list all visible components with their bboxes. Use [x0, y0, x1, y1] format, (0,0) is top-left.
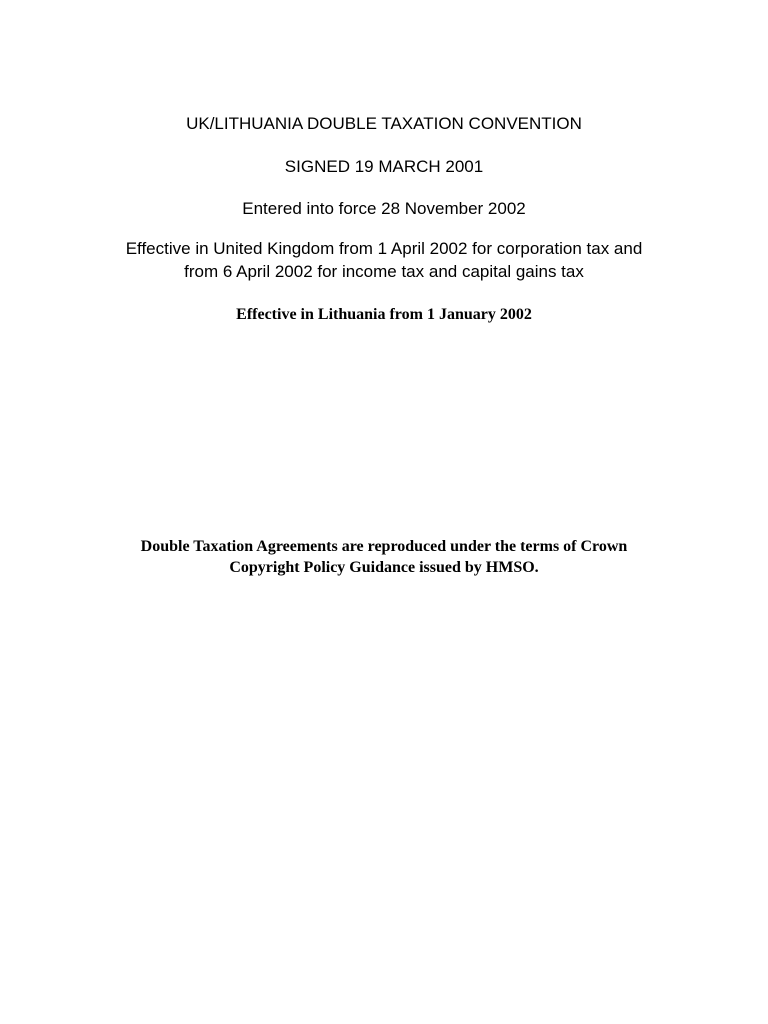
copyright-notice-line-2: Copyright Policy Guidance issued by HMSO.	[229, 559, 539, 576]
effective-uk-line-2: from 6 April 2002 for income tax and capital gains tax	[184, 262, 584, 281]
signed-date: SIGNED 19 MARCH 2001	[284, 157, 484, 176]
copyright-notice-line-1: Double Taxation Agreements are reproduced under the terms of Crown	[140, 538, 628, 555]
effective-lithuania: Effective in Lithuania from 1 January 2002	[236, 306, 532, 323]
document-title: UK/LITHUANIA DOUBLE TAXATION CONVENTION	[186, 114, 582, 133]
entered-into-force: Entered into force 28 November 2002	[242, 199, 526, 218]
effective-uk-line-1: Effective in United Kingdom from 1 April 2002 for corporation tax and	[125, 239, 643, 258]
